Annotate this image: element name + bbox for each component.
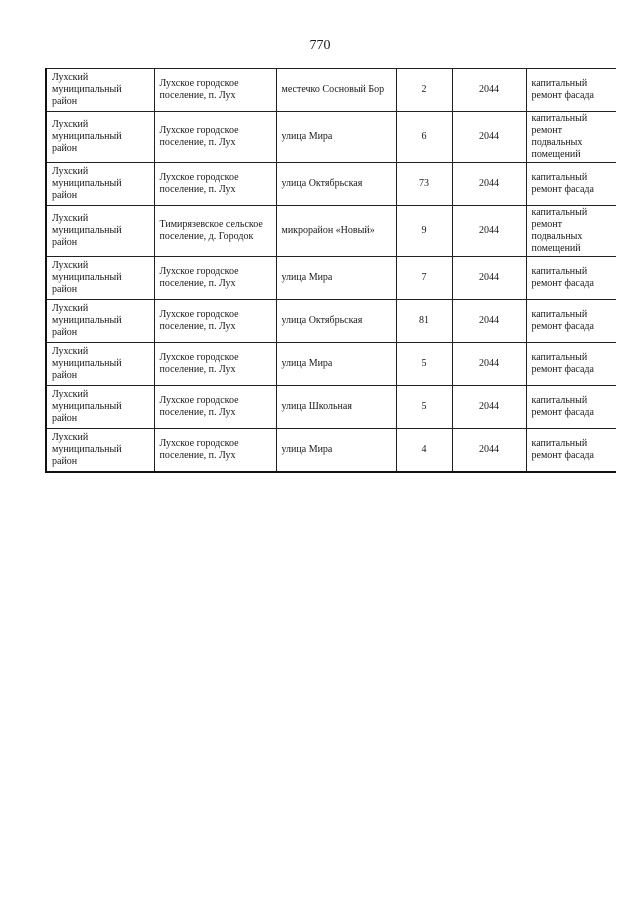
street-cell: улица Мира (276, 429, 396, 472)
street-cell: улица Октябрьская (276, 300, 396, 343)
table-row (46, 206, 616, 257)
district-cell: Лухский муниципальный район (46, 343, 154, 386)
house-number-cell: 5 (396, 343, 452, 386)
district-cell: Лухский муниципальный район (46, 206, 154, 257)
settlement-cell: Лухское городское поселение, п. Лух (154, 343, 276, 386)
settlement-cell: Лухское городское поселение, п. Лух (154, 163, 276, 206)
work-type-cell: капитальный ремонт подвальных помещений (526, 112, 616, 163)
street-cell: местечко Сосновый Бор (276, 69, 396, 112)
street-cell: улица Мира (276, 257, 396, 300)
district-cell: Лухский муниципальный район (46, 429, 154, 472)
settlement-cell: Лухское городское поселение, п. Лух (154, 69, 276, 112)
district-cell: Лухский муниципальный район (46, 112, 154, 163)
table-row (46, 300, 616, 343)
page-number: 770 (309, 38, 331, 53)
settlement-cell: Лухское городское поселение, п. Лух (154, 429, 276, 472)
street-cell: улица Мира (276, 343, 396, 386)
street-cell: улица Школьная (276, 386, 396, 429)
table-row (46, 386, 616, 429)
year-cell: 2044 (452, 163, 526, 206)
year-cell: 2044 (452, 343, 526, 386)
work-type-cell: капитальный ремонт фасада (526, 163, 616, 206)
district-cell: Лухский муниципальный район (46, 257, 154, 300)
house-number-cell: 9 (396, 206, 452, 257)
street-cell: улица Октябрьская (276, 163, 396, 206)
year-cell: 2044 (452, 300, 526, 343)
table-row (46, 343, 616, 386)
work-type-cell: капитальный ремонт фасада (526, 429, 616, 472)
table-row (46, 112, 616, 163)
house-number-cell: 6 (396, 112, 452, 163)
house-number-cell: 5 (396, 386, 452, 429)
work-type-cell: капитальный ремонт фасада (526, 343, 616, 386)
year-cell: 2044 (452, 429, 526, 472)
work-type-cell: капитальный ремонт фасада (526, 69, 616, 112)
street-cell: улица Мира (276, 112, 396, 163)
settlement-cell: Лухское городское поселение, п. Лух (154, 386, 276, 429)
repair-schedule-table (45, 68, 616, 473)
work-type-cell: капитальный ремонт фасада (526, 386, 616, 429)
work-type-cell: капитальный ремонт подвальных помещений (526, 206, 616, 257)
year-cell: 2044 (452, 386, 526, 429)
work-type-cell: капитальный ремонт фасада (526, 300, 616, 343)
year-cell: 2044 (452, 206, 526, 257)
table-row (46, 163, 616, 206)
table-row (46, 429, 616, 472)
settlement-cell: Лухское городское поселение, п. Лух (154, 257, 276, 300)
house-number-cell: 4 (396, 429, 452, 472)
settlement-cell: Лухское городское поселение, п. Лух (154, 112, 276, 163)
district-cell: Лухский муниципальный район (46, 163, 154, 206)
table-row (46, 69, 616, 112)
table-body (46, 69, 616, 472)
house-number-cell: 73 (396, 163, 452, 206)
house-number-cell: 2 (396, 69, 452, 112)
district-cell: Лухский муниципальный район (46, 300, 154, 343)
year-cell: 2044 (452, 257, 526, 300)
year-cell: 2044 (452, 69, 526, 112)
work-type-cell: капитальный ремонт фасада (526, 257, 616, 300)
year-cell: 2044 (452, 112, 526, 163)
table-row (46, 257, 616, 300)
house-number-cell: 7 (396, 257, 452, 300)
district-cell: Лухский муниципальный район (46, 69, 154, 112)
house-number-cell: 81 (396, 300, 452, 343)
settlement-cell: Тимирязевское сельское поселение, д. Городок (154, 206, 276, 257)
street-cell: микрорайон «Новый» (276, 206, 396, 257)
settlement-cell: Лухское городское поселение, п. Лух (154, 300, 276, 343)
district-cell: Лухский муниципальный район (46, 386, 154, 429)
